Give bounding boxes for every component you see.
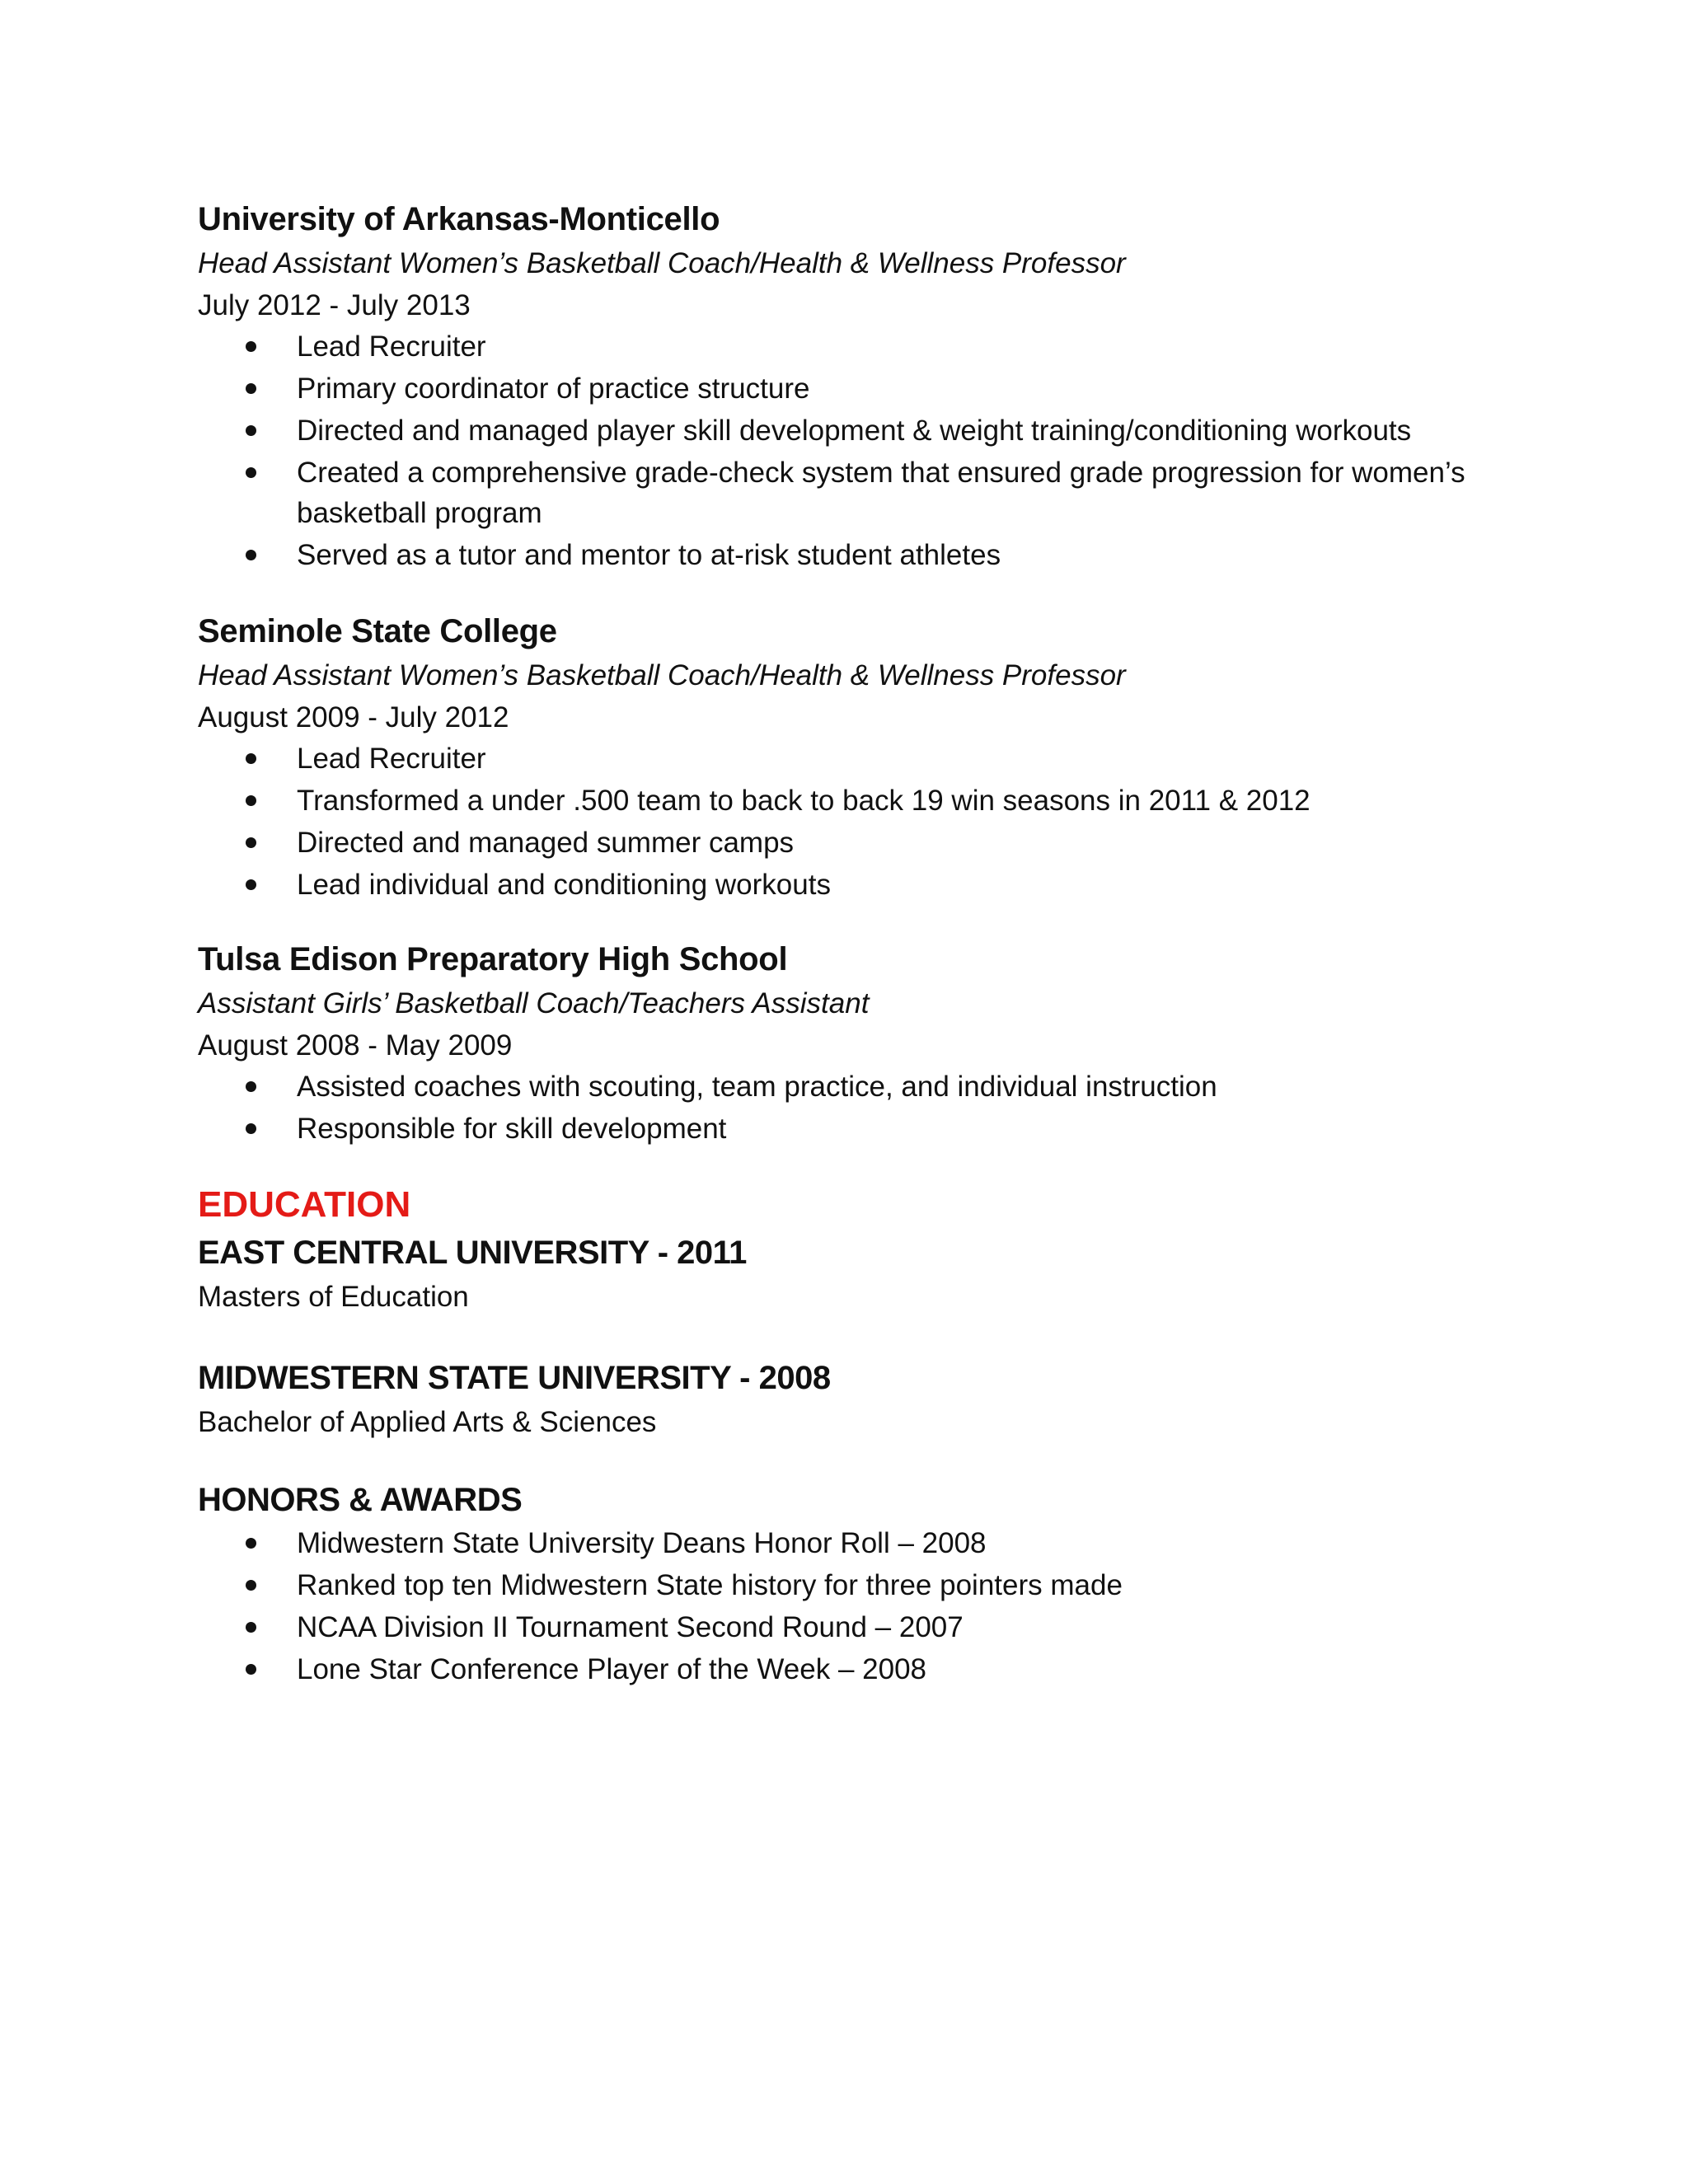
list-item	[198, 368, 1484, 409]
job-role: Head Assistant Women’s Basketball Coach/Health & Wellness Professor	[198, 659, 1126, 691]
job-entry-seminole	[198, 608, 1484, 905]
list-item-text: Assisted coaches with scouting, team practice, and individual instruction	[297, 1071, 1217, 1103]
list-item	[198, 738, 1484, 779]
list-item-text: Lead Recruiter	[297, 743, 486, 775]
bullet-icon	[246, 1081, 256, 1092]
list-item	[198, 326, 1484, 367]
list-item-text: Directed and managed summer camps	[297, 827, 795, 859]
employer-name: University of Arkansas-Monticello	[198, 201, 720, 237]
bullet-icon	[246, 879, 256, 890]
bullet-icon	[246, 1538, 256, 1549]
list-item	[198, 1108, 1484, 1149]
job-role: Assistant Girls’ Basketball Coach/Teachers Assistant	[198, 987, 870, 1019]
list-item	[198, 1066, 1484, 1107]
list-item	[198, 823, 1484, 863]
bullet-icon	[246, 837, 256, 848]
bullet-icon	[246, 1622, 256, 1633]
bullet-icon	[246, 753, 256, 764]
list-item	[198, 865, 1484, 905]
job-entry-tulsa-edison	[198, 936, 1484, 1149]
list-item-text: Lead individual and conditioning workouts	[297, 869, 831, 901]
bullet-icon	[246, 467, 256, 478]
list-item	[198, 535, 1484, 575]
list-item-text: NCAA Division II Tournament Second Round – 2007	[297, 1611, 964, 1643]
bullet-icon	[246, 425, 256, 436]
degree-name: Masters of Education	[198, 1281, 469, 1313]
job-entry-arkansas	[198, 196, 1484, 575]
job-duties-list	[198, 1066, 1484, 1149]
education-heading: EDUCATION	[198, 1184, 411, 1225]
list-item	[198, 1565, 1484, 1605]
degree-name: Bachelor of Applied Arts & Sciences	[198, 1406, 657, 1438]
school-title: EAST CENTRAL UNIVERSITY - 2011	[198, 1235, 747, 1271]
list-item	[198, 1523, 1484, 1563]
list-item	[198, 1649, 1484, 1690]
employer-name: Tulsa Edison Preparatory High School	[198, 941, 788, 977]
job-role: Head Assistant Women’s Basketball Coach/Health & Wellness Professor	[198, 247, 1126, 279]
bullet-icon	[246, 795, 256, 806]
bullet-icon	[246, 1664, 256, 1675]
education-section	[198, 1180, 1484, 1444]
job-dates: August 2008 - May 2009	[198, 1029, 513, 1062]
list-item-text: Lead Recruiter	[297, 330, 486, 363]
list-item-text: Directed and managed player skill development & weight training/conditioning workouts	[297, 415, 1412, 447]
list-item	[198, 1607, 1484, 1647]
list-item-text: Midwestern State University Deans Honor Roll – 2008	[297, 1527, 987, 1559]
list-item	[198, 452, 1484, 533]
job-duties-list	[198, 326, 1484, 575]
honors-heading: HONORS & AWARDS	[198, 1482, 523, 1518]
list-item-text: Served as a tutor and mentor to at-risk student athletes	[297, 539, 1001, 571]
bullet-icon	[246, 341, 256, 352]
list-item	[198, 410, 1484, 451]
bullet-icon	[246, 383, 256, 394]
school-title: MIDWESTERN STATE UNIVERSITY - 2008	[198, 1360, 831, 1396]
employer-name: Seminole State College	[198, 613, 557, 649]
bullet-icon	[246, 550, 256, 560]
bullet-icon	[246, 1123, 256, 1134]
list-item	[198, 780, 1484, 821]
job-duties-list	[198, 738, 1484, 905]
list-item-text: Primary coordinator of practice structure	[297, 373, 810, 405]
list-item-text: Responsible for skill development	[297, 1113, 727, 1145]
list-item-text: Created a comprehensive grade-check system that ensured grade progression for women’s basketball program	[297, 457, 1465, 529]
honors-list	[198, 1523, 1484, 1690]
list-item-text: Transformed a under .500 team to back to back 19 win seasons in 2011 & 2012	[297, 785, 1311, 817]
honors-section	[198, 1477, 1484, 1690]
resume-page	[198, 196, 1484, 1691]
bullet-icon	[246, 1580, 256, 1591]
list-item-text: Ranked top ten Midwestern State history for three pointers made	[297, 1569, 1123, 1601]
job-dates: July 2012 - July 2013	[198, 289, 471, 321]
job-dates: August 2009 - July 2012	[198, 701, 509, 733]
list-item-text: Lone Star Conference Player of the Week – 2008	[297, 1653, 927, 1685]
